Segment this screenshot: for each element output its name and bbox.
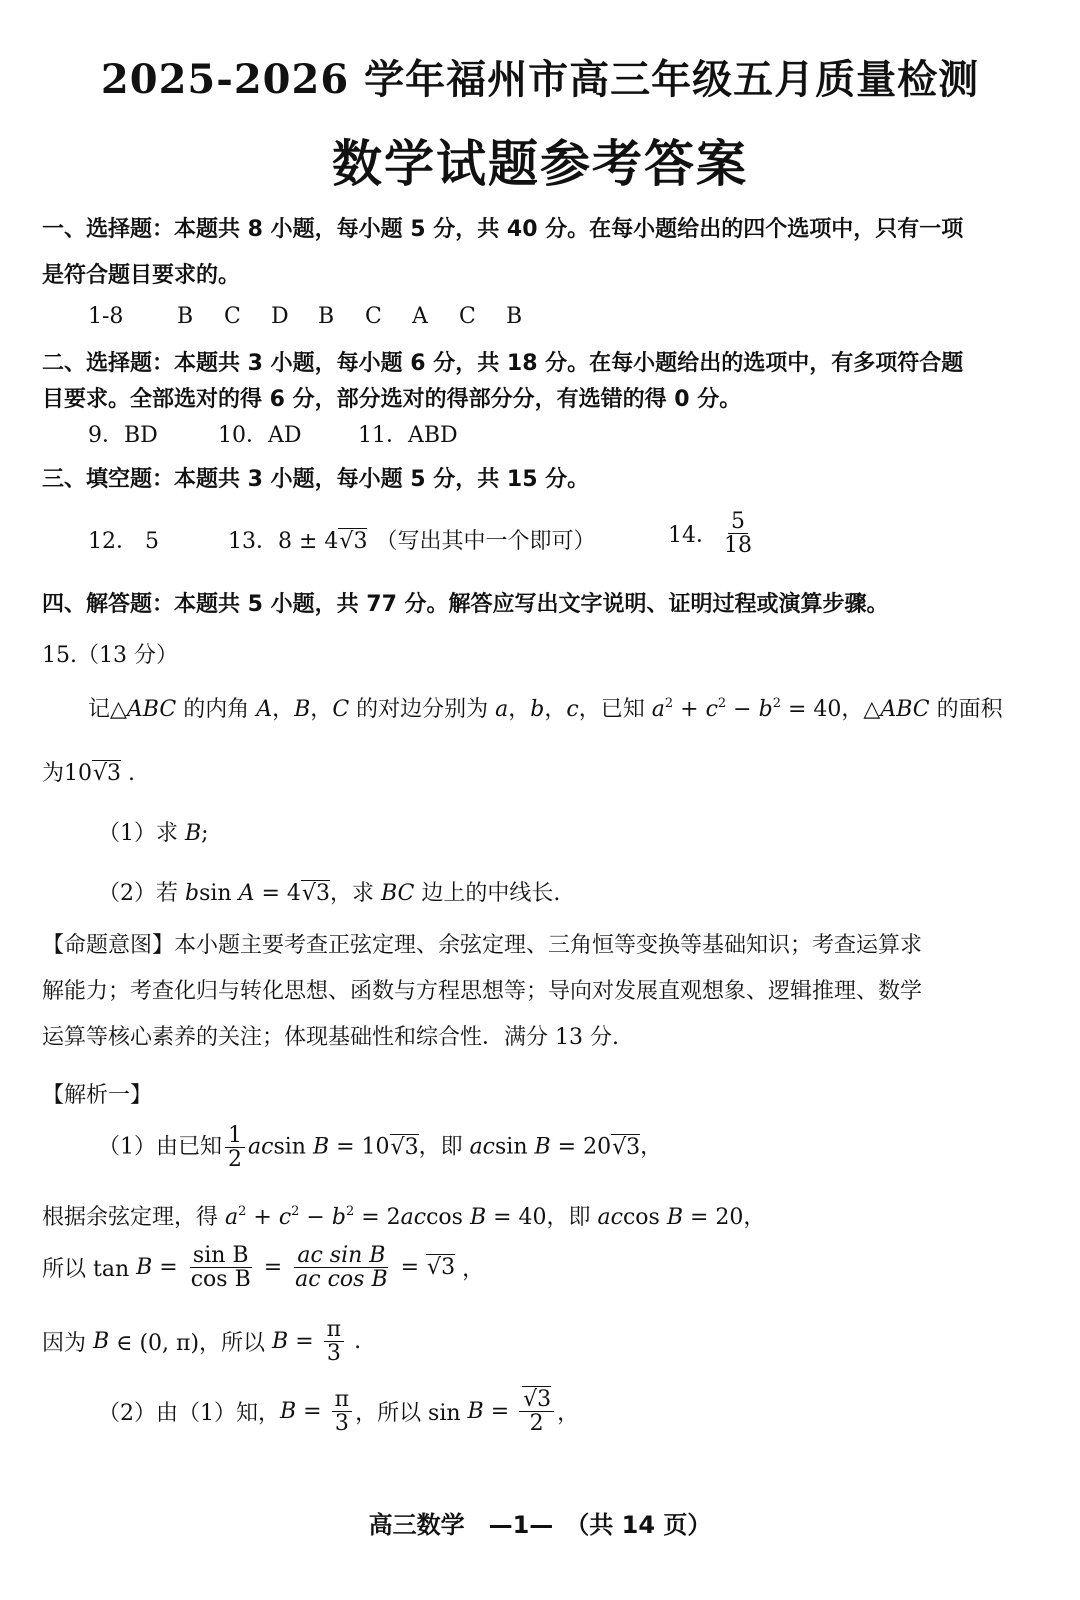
- section4-heading: 四、解答题：本题共 5 小题，共 77 分。解答应写出文字说明、证明过程或演算步骤。: [42, 592, 889, 617]
- answer-q10: 10．AD: [218, 423, 302, 448]
- solution-header: 【解析一】: [42, 1083, 153, 1108]
- q15-stem-line2: 为10√3 .: [42, 761, 136, 786]
- answer-6: A: [412, 304, 428, 329]
- q15-header: 15.（13 分）: [42, 643, 178, 668]
- answer-q9: 9．BD: [88, 423, 158, 448]
- section3-heading: 三、填空题：本题共 3 小题，每小题 5 分，共 15 分。: [42, 467, 590, 492]
- section2-heading-cont: 目要求。全部选对的得 6 分，部分选对的得部分分，有选错的得 0 分。: [42, 387, 742, 412]
- q15-part2: （2）若 bsin A = 4√3，求 BC 边上的中线长.: [98, 881, 561, 906]
- solution-step4: 因为 B ∈ (0, π)，所以 B = $\frac{\pi}{3}$ .: [42, 1317, 362, 1367]
- answer-q14: 14． $\frac{5}{18}$: [668, 509, 752, 559]
- answer-1: B: [177, 304, 194, 329]
- doc-title-line1: 2025-2026 学年福州市高三年级五月质量检测: [100, 56, 980, 103]
- answer-range: 1-8: [88, 304, 124, 329]
- solution-step3: 所以 tan B = $\frac{\text{sin B}}{\text{cos B}}$ = $\frac{\text{ac sin B}}{\text{ac cos B}}$ = √3 ，: [42, 1243, 485, 1293]
- answer-q11: 11．ABD: [358, 423, 458, 448]
- doc-title-line2: 数学试题参考答案: [332, 135, 748, 193]
- q15-part1: （1）求 B;: [98, 821, 209, 846]
- q15-stem-line1: 记△ABC 的内角 A，B，C 的对边分别为 a，b，c，已知 $a^2 + c^2 - b^2 = 40$，△ABC 的面积: [88, 696, 1003, 722]
- solution-step1: （1）由已知 $\frac{1}{2}$ acsin B = 10√3，即 acsin B = 20√3，: [98, 1123, 663, 1173]
- section1-answers: [88, 304, 546, 329]
- answer-5: C: [365, 304, 382, 329]
- intent-line3: 运算等核心素养的关注；体现基础性和综合性．满分 13 分.: [42, 1025, 619, 1050]
- answer-q12: 12． 5: [88, 529, 159, 554]
- answer-4: B: [318, 304, 335, 329]
- answer-q13: 13．8 ± 4√3 （写出其中一个即可）: [228, 529, 596, 554]
- section2-heading: 二、选择题：本题共 3 小题，每小题 6 分，共 18 分。在每小题给出的选项中，有多项符合题: [42, 351, 964, 376]
- answer-2: C: [224, 304, 241, 329]
- solution-step2: 根据余弦定理，得 $a^2 + c^2 - b^2 = 2accos$ B = 40，即 accos B = 20，: [42, 1204, 766, 1230]
- intent-line1: 【命题意图】本小题主要考查正弦定理、余弦定理、三角恒等变换等基础知识；考查运算求: [42, 933, 923, 958]
- intent-line2: 解能力；考查化归与转化思想、函数与方程思想等；导向对发展直观想象、逻辑推理、数学: [42, 979, 923, 1004]
- solution-step5: （2）由（1）知，B = $\frac{\pi}{3}$ ，所以 sin B = $\frac{√3}{2}$ ，: [98, 1387, 580, 1437]
- answer-8: B: [506, 304, 523, 329]
- answer-7: C: [459, 304, 476, 329]
- answer-3: D: [271, 304, 289, 329]
- section1-heading-cont: 是符合题目要求的。: [42, 263, 241, 288]
- page-footer: 高三数学 —1— （共 14 页）: [368, 1511, 712, 1539]
- section1-heading: 一、选择题：本题共 8 小题，每小题 5 分，共 40 分。在每小题给出的四个选项中，只有一项: [42, 217, 964, 242]
